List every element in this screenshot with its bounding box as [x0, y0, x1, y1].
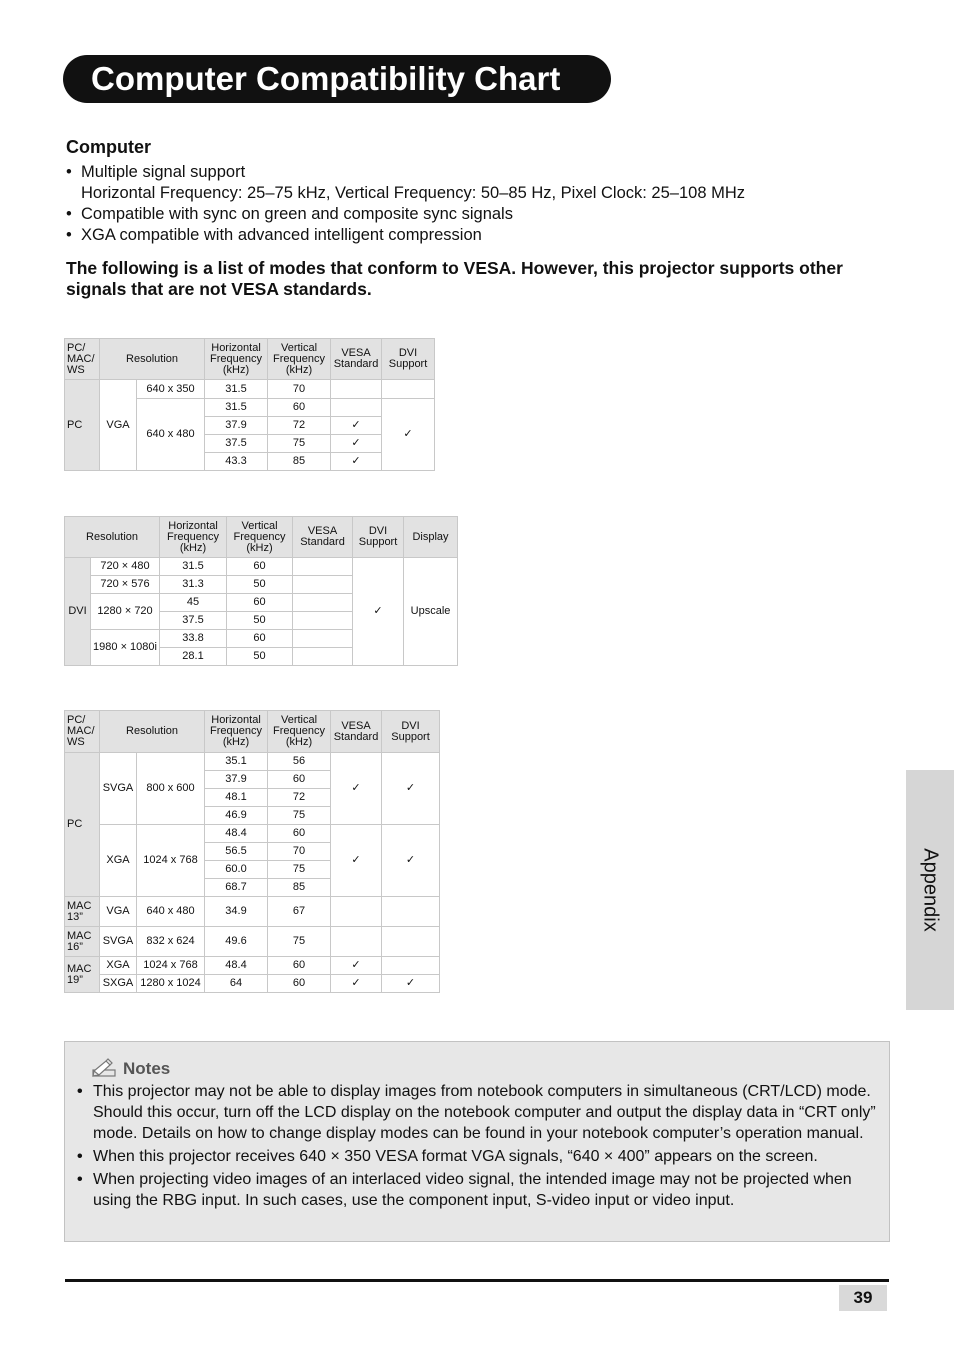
- section-heading: Computer: [66, 137, 151, 157]
- resolution-cell: 640 x 480: [137, 897, 205, 927]
- hfreq-cell: 37.9: [205, 771, 268, 789]
- hfreq-cell: 37.9: [205, 417, 268, 435]
- dvi-cell: [382, 927, 440, 957]
- resolution-cell: 720 × 480: [91, 558, 160, 576]
- notes-list: [77, 1081, 877, 1213]
- vesa-check: ✓: [331, 975, 382, 993]
- mode-cell: XGA: [100, 825, 137, 897]
- mode-cell: SVGA: [100, 927, 137, 957]
- platform-cell: MAC 19”: [65, 957, 100, 993]
- bullet-text: Multiple signal support: [81, 163, 246, 181]
- header-resolution: Resolution: [100, 339, 205, 380]
- header-vfreq: Vertical Frequency (kHz): [268, 339, 331, 380]
- dvi-cell: [382, 897, 440, 927]
- hfreq-cell: 43.3: [205, 453, 268, 471]
- footer-divider: [65, 1279, 889, 1282]
- vfreq-cell: 75: [268, 861, 331, 879]
- platform-cell: MAC 13”: [65, 897, 100, 927]
- vesa-cell: [293, 558, 353, 576]
- vfreq-cell: 85: [268, 453, 331, 471]
- header-vfreq: Vertical Frequency (kHz): [227, 517, 293, 558]
- vesa-note: The following is a list of modes that conform to VESA. However, this projector supports other signals that are not VESA standards.: [66, 258, 843, 299]
- vesa-cell: [331, 380, 382, 399]
- header-display: Display: [404, 517, 458, 558]
- header-vesa: VESA Standard: [331, 339, 382, 380]
- hfreq-cell: 33.8: [160, 630, 227, 648]
- header-hfreq: Horizontal Frequency (kHz): [160, 517, 227, 558]
- vfreq-cell: 60: [227, 594, 293, 612]
- vfreq-cell: 56: [268, 753, 331, 771]
- vesa-cell: [293, 576, 353, 594]
- vfreq-cell: 85: [268, 879, 331, 897]
- hfreq-cell: 31.5: [205, 399, 268, 417]
- hfreq-cell: 68.7: [205, 879, 268, 897]
- compat-table-pc-vga: [64, 338, 435, 471]
- vesa-cell: [293, 612, 353, 630]
- header-resolution: Resolution: [65, 517, 160, 558]
- vfreq-cell: 50: [227, 648, 293, 666]
- hfreq-cell: 45: [160, 594, 227, 612]
- header-platform: PC/ MAC/ WS: [65, 339, 100, 380]
- hfreq-cell: 34.9: [205, 897, 268, 927]
- vesa-cell: [331, 897, 382, 927]
- vfreq-cell: 60: [268, 771, 331, 789]
- page-title: Computer Compatibility Chart: [63, 55, 611, 103]
- platform-cell: PC: [65, 753, 100, 897]
- resolution-cell: 832 x 624: [137, 927, 205, 957]
- vesa-cell: [293, 594, 353, 612]
- platform-cell: PC: [65, 380, 100, 471]
- display-cell: Upscale: [404, 558, 458, 666]
- header-hfreq: Horizontal Frequency (kHz): [205, 711, 268, 753]
- vfreq-cell: 50: [227, 576, 293, 594]
- list-item: • Compatible with sync on green and composite sync signals: [66, 204, 745, 225]
- dvi-check: ✓: [382, 975, 440, 993]
- appendix-tab-label: Appendix: [919, 848, 942, 932]
- dvi-check: ✓: [382, 399, 435, 471]
- dvi-check: ✓: [382, 753, 440, 825]
- notes-box: [64, 1041, 890, 1242]
- resolution-cell: 800 x 600: [137, 753, 205, 825]
- hfreq-cell: 48.4: [205, 957, 268, 975]
- dvi-check: ✓: [353, 558, 404, 666]
- page-number: 39: [839, 1285, 887, 1311]
- compat-table-pc-mac: [64, 710, 440, 993]
- dvi-check: ✓: [382, 825, 440, 897]
- vesa-check: ✓: [331, 453, 382, 471]
- header-resolution: Resolution: [100, 711, 205, 753]
- hfreq-cell: 56.5: [205, 843, 268, 861]
- vesa-check: ✓: [331, 957, 382, 975]
- vfreq-cell: 75: [268, 927, 331, 957]
- hfreq-cell: 31.5: [160, 558, 227, 576]
- mode-cell: SVGA: [100, 753, 137, 825]
- vfreq-cell: 60: [268, 975, 331, 993]
- list-item: • When projecting video images of an interlaced video signal, the intended image may not be projected when using the RBG input. In such cases, use the component input, S-video input or video input.: [77, 1169, 877, 1211]
- hfreq-cell: 46.9: [205, 807, 268, 825]
- hfreq-cell: 49.6: [205, 927, 268, 957]
- header-vesa: VESA Standard: [293, 517, 353, 558]
- vfreq-cell: 60: [227, 630, 293, 648]
- dvi-cell: [382, 957, 440, 975]
- header-vfreq: Vertical Frequency (kHz): [268, 711, 331, 753]
- resolution-cell: 1024 x 768: [137, 957, 205, 975]
- header-hfreq: Horizontal Frequency (kHz): [205, 339, 268, 380]
- vfreq-cell: 60: [268, 399, 331, 417]
- vfreq-cell: 67: [268, 897, 331, 927]
- appendix-tab: [906, 770, 954, 1010]
- hfreq-cell: 60.0: [205, 861, 268, 879]
- vesa-cell: [293, 630, 353, 648]
- pencil-icon: [91, 1058, 117, 1078]
- resolution-cell: 720 × 576: [91, 576, 160, 594]
- resolution-cell: 640 x 480: [137, 399, 205, 471]
- mode-cell: SXGA: [100, 975, 137, 993]
- vesa-cell: [331, 927, 382, 957]
- vfreq-cell: 60: [268, 957, 331, 975]
- header-dvi: DVI Support: [382, 711, 440, 753]
- list-item: • XGA compatible with advanced intelligent compression: [66, 225, 745, 246]
- header-dvi: DVI Support: [382, 339, 435, 380]
- vfreq-cell: 70: [268, 380, 331, 399]
- mode-cell: VGA: [100, 380, 137, 471]
- platform-cell: DVI: [65, 558, 91, 666]
- feature-list: [66, 162, 745, 246]
- platform-cell: MAC 16”: [65, 927, 100, 957]
- hfreq-cell: 37.5: [205, 435, 268, 453]
- resolution-cell: 1280 × 720: [91, 594, 160, 630]
- mode-cell: VGA: [100, 897, 137, 927]
- resolution-cell: 1024 x 768: [137, 825, 205, 897]
- list-item: • When this projector receives 640 × 350 VESA format VGA signals, “640 × 400” appears on the screen.: [77, 1146, 877, 1167]
- vfreq-cell: 50: [227, 612, 293, 630]
- hfreq-cell: 28.1: [160, 648, 227, 666]
- resolution-cell: 1980 × 1080i: [91, 630, 160, 666]
- compat-table-dvi: [64, 516, 458, 666]
- resolution-cell: 640 x 350: [137, 380, 205, 399]
- list-item: [66, 162, 745, 204]
- hfreq-cell: 31.5: [205, 380, 268, 399]
- hfreq-cell: 64: [205, 975, 268, 993]
- hfreq-cell: 48.4: [205, 825, 268, 843]
- vfreq-cell: 70: [268, 843, 331, 861]
- hfreq-cell: 37.5: [160, 612, 227, 630]
- list-item: • This projector may not be able to display images from notebook computers in simultaneous (CRT/LCD) mode. Should this occur, turn off the LCD display on the notebook computer and output the display data in “CRT only” mode. Details on how to change display modes can be found in your notebook computer’s operation manual.: [77, 1081, 877, 1144]
- header-platform: PC/ MAC/ WS: [65, 711, 100, 753]
- hfreq-cell: 31.3: [160, 576, 227, 594]
- vesa-check: ✓: [331, 435, 382, 453]
- resolution-cell: 1280 x 1024: [137, 975, 205, 993]
- notes-heading: [91, 1058, 170, 1079]
- vfreq-cell: 60: [227, 558, 293, 576]
- mode-cell: XGA: [100, 957, 137, 975]
- dvi-cell: [382, 380, 435, 399]
- vesa-check: ✓: [331, 753, 382, 825]
- header-vesa: VESA Standard: [331, 711, 382, 753]
- notes-heading-label: Notes: [123, 1059, 171, 1078]
- vesa-cell: [331, 399, 382, 417]
- vesa-check: ✓: [331, 825, 382, 897]
- bullet-subtext: Horizontal Frequency: 25–75 kHz, Vertical Frequency: 50–85 Hz, Pixel Clock: 25–108 MHz: [81, 184, 745, 202]
- vfreq-cell: 75: [268, 435, 331, 453]
- hfreq-cell: 48.1: [205, 789, 268, 807]
- vesa-cell: [293, 648, 353, 666]
- vfreq-cell: 72: [268, 789, 331, 807]
- vfreq-cell: 60: [268, 825, 331, 843]
- header-dvi: DVI Support: [353, 517, 404, 558]
- vfreq-cell: 72: [268, 417, 331, 435]
- vesa-check: ✓: [331, 417, 382, 435]
- hfreq-cell: 35.1: [205, 753, 268, 771]
- vfreq-cell: 75: [268, 807, 331, 825]
